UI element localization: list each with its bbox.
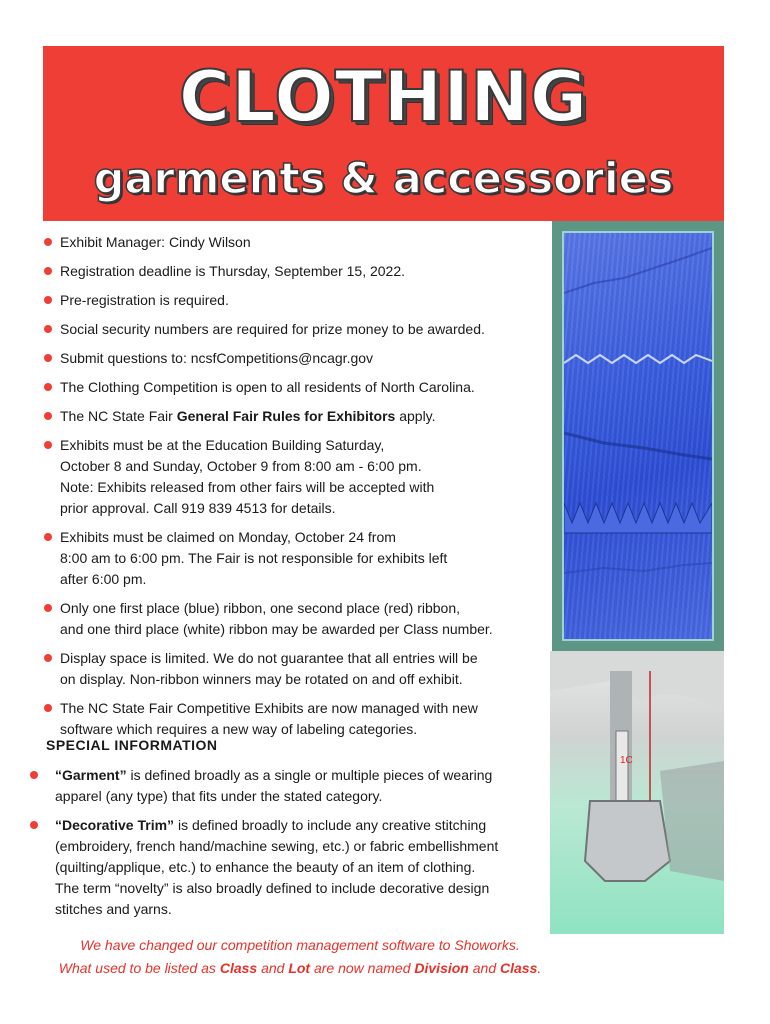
bullet-icon — [44, 325, 52, 333]
list-item: The NC State Fair Competitive Exhibits are now managed with new software which requires a new way of labeling categories. — [44, 698, 549, 740]
fair-rules-item: The NC State Fair General Fair Rules for Exhibitors apply. — [44, 406, 549, 427]
page-subtitle: garments & accessories — [93, 154, 674, 204]
bullet-icon — [44, 533, 52, 541]
garment-definition: “Garment” is defined broadly as a single or multiple pieces of wearing apparel (any type) that fits under the stated category. — [30, 765, 535, 807]
list-item: Display space is limited. We do not guarantee that all entries will be on display. Non-ribbon winners may be rotated on and off exhibit. — [44, 648, 549, 690]
exhibit-info-list — [44, 232, 549, 748]
list-item: Submit questions to: ncsfCompetitions@ncagr.gov — [44, 348, 549, 369]
bullet-icon — [44, 441, 52, 449]
notice-line-1: We have changed our competition management software to Showorks. — [80, 937, 520, 953]
bullet-icon — [44, 704, 52, 712]
list-item: Exhibit Manager: Cindy Wilson — [44, 232, 549, 253]
bullet-icon — [44, 296, 52, 304]
sewing-machine-illustration — [550, 651, 724, 934]
special-information-heading: SPECIAL INFORMATION — [46, 737, 218, 753]
list-item: Exhibits must be claimed on Monday, October 24 from 8:00 am to 6:00 pm. The Fair is not responsible for exhibits left after 6:00 pm. — [44, 527, 549, 590]
bullet-icon — [44, 354, 52, 362]
decorative-trim-definition: “Decorative Trim” is defined broadly to include any creative stitching (embroidery, french hand/machine sewing, etc.) or fabric embellishment (quilting/applique, etc.) to enhance the beauty of an item of clothing. The term “novelty” is also broadly defined to include decorative design stitches and yarns. — [30, 815, 535, 920]
blue-fabric-photo — [562, 231, 714, 641]
list-item: Exhibits must be at the Education Building Saturday, October 8 and Sunday, October 9 from 8:00 am - 6:00 pm. Note: Exhibits released from other fairs will be accepted with prior approval. Call 919 839 4513 for details. — [44, 435, 549, 519]
list-item: The Clothing Competition is open to all residents of North Carolina. — [44, 377, 549, 398]
bullet-icon — [44, 238, 52, 246]
bullet-icon — [44, 604, 52, 612]
bullet-icon — [44, 383, 52, 391]
list-item: Pre-registration is required. — [44, 290, 549, 311]
list-item: Registration deadline is Thursday, September 15, 2022. — [44, 261, 549, 282]
stitching-illustration — [564, 233, 712, 639]
fair-rules-link[interactable]: General Fair Rules for Exhibitors — [176, 408, 396, 424]
list-item: Only one first place (blue) ribbon, one second place (red) ribbon, and one third place (white) ribbon may be awarded per Class number. — [44, 598, 549, 640]
page-title: CLOTHING — [178, 56, 589, 138]
bullet-icon — [30, 821, 38, 829]
bullet-icon — [30, 771, 38, 779]
list-item: Social security numbers are required for prize money to be awarded. — [44, 319, 549, 340]
special-information-list — [30, 765, 535, 928]
title-banner — [43, 46, 724, 221]
sewing-machine-photo — [550, 651, 724, 934]
software-change-notice — [0, 934, 600, 980]
bullet-icon — [44, 412, 52, 420]
bullet-icon — [44, 654, 52, 662]
notice-line-2: What used to be listed as Class and Lot are now named Division and Class. — [58, 960, 542, 976]
presser-foot-label: 1C — [620, 755, 633, 766]
bullet-icon — [44, 267, 52, 275]
